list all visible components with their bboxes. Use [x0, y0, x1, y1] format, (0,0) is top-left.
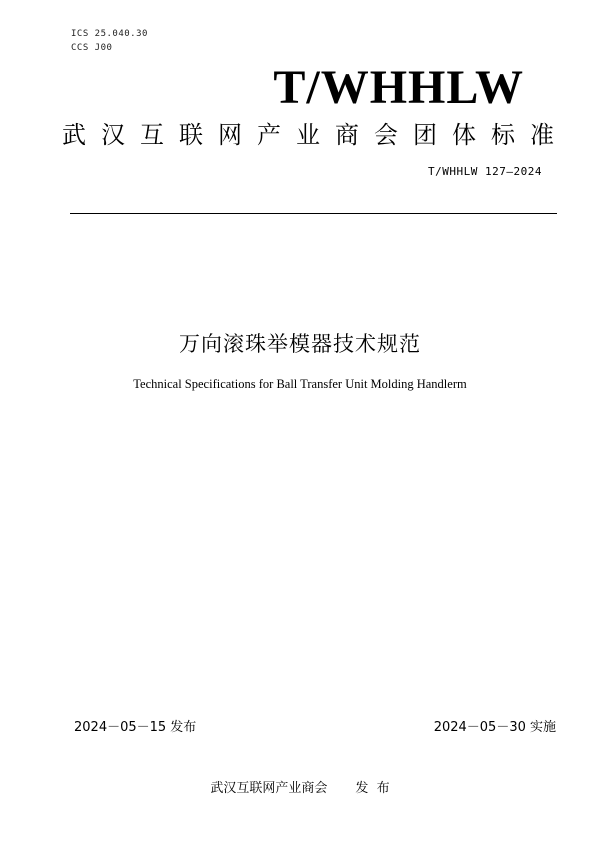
org-char: 商	[335, 121, 359, 149]
document-title-chinese: 万向滚珠举模器技术规范	[179, 332, 421, 356]
header-divider	[70, 213, 557, 214]
organization-title	[62, 115, 554, 150]
org-char: 产	[257, 121, 281, 149]
ics-code: ICS 25.040.30	[71, 29, 148, 39]
publisher-line	[0, 777, 600, 796]
org-char: 会	[374, 121, 398, 149]
org-char: 汉	[101, 121, 125, 149]
publish-action: 发 布	[355, 781, 390, 796]
org-char: 业	[296, 121, 320, 149]
implementation-date: 2024－05－30 实施	[433, 720, 556, 735]
document-title-english: Technical Specifications for Ball Transfer Unit Molding Handlerm	[133, 377, 467, 391]
org-char: 标	[491, 121, 515, 149]
publisher-name: 武汉互联网产业商会	[210, 781, 328, 796]
org-char: 准	[530, 121, 554, 149]
publish-date: 2024－05－15 发布	[74, 720, 197, 735]
org-char: 联	[179, 121, 203, 149]
standard-logo: T/WHHLW	[273, 61, 524, 114]
org-char: 网	[218, 121, 242, 149]
standard-number: T/WHHLW 127—2024	[428, 165, 542, 178]
org-char: 团	[413, 121, 437, 149]
org-char: 互	[140, 121, 164, 149]
ccs-code: CCS J00	[71, 43, 113, 53]
org-char: 武	[62, 121, 86, 149]
org-char: 体	[452, 121, 476, 149]
